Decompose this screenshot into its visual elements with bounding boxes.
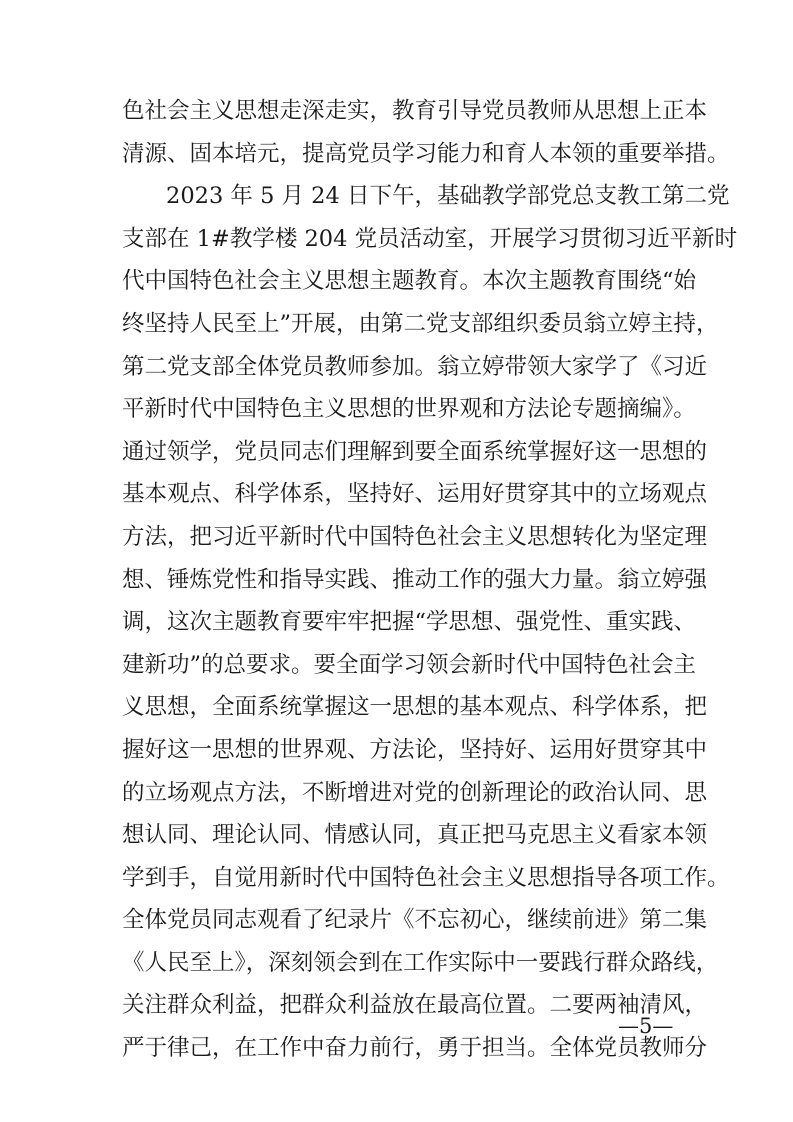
text-line: 平新时代中国特色主义思想的世界观和方法论专题摘编》。 xyxy=(122,396,696,423)
text-line: 全体党员同志观看了纪录片《不忘初心，继续前进》第二集 xyxy=(122,907,708,934)
text-line: 第二党支部全体党员教师参加。翁立婷带领大家学了《习近 xyxy=(122,353,708,380)
page-number: —5— xyxy=(618,1014,674,1038)
text-line: 调，这次主题教育要牢牢把握“学思想、强党性、重实践、 xyxy=(122,609,697,636)
text-line: 想认同、理论认同、情感认同，真正把马克思主义看家本领 xyxy=(122,822,708,849)
body-text xyxy=(122,90,738,1070)
text-line: 方法，把习近平新时代中国特色社会主义思想转化为坚定理 xyxy=(122,523,708,550)
text-line: 清源、固本培元，提高党员学习能力和育人本领的重要举措。 xyxy=(122,140,730,167)
text-line: 握好这一思想的世界观、方法论，坚持好、运用好贯穿其中 xyxy=(122,736,708,763)
text-line: 严于律己，在工作中奋力前行，勇于担当。全体党员教师分 xyxy=(122,1035,708,1062)
text-line: 的立场观点方法，不断增进对党的创新理论的政治认同、思 xyxy=(122,779,708,806)
text-line: 关注群众利益，把群众利益放在最高位置。二要两袖清风， xyxy=(122,992,708,1019)
text-line: 想、锤炼党性和指导实践、推动工作的强大力量。翁立婷强 xyxy=(122,566,708,593)
text-line: 基本观点、科学体系，坚持好、运用好贯穿其中的立场观点 xyxy=(122,481,708,508)
text-line: 通过领学，党员同志们理解到要全面系统掌握好这一思想的 xyxy=(122,438,708,465)
text-line: 义思想，全面系统掌握这一思想的基本观点、科学体系，把 xyxy=(122,694,708,721)
text-line: 支部在 1#教学楼 204 党员活动室，开展学习贯彻习近平新时 xyxy=(122,225,738,252)
text-line: 色社会主义思想走深走实，教育引导党员教师从思想上正本 xyxy=(122,98,708,124)
text-line: 学到手，自觉用新时代中国特色社会主义思想指导各项工作。 xyxy=(122,864,730,891)
paragraph-first-line: 2023 年 5 月 24 日下午，基础教学部党总支教工第二党 xyxy=(166,183,730,210)
text-line: 代中国特色社会主义思想主题教育。本次主题教育围绕“始 xyxy=(122,268,697,295)
text-line: 终坚持人民至上”开展，由第二党支部组织委员翁立婷主持， xyxy=(122,310,719,337)
text-line: 《人民至上》，深刻领会到在工作实际中一要践行群众路线， xyxy=(122,949,719,976)
text-line: 建新功”的总要求。要全面学习领会新时代中国特色社会主 xyxy=(122,651,697,678)
